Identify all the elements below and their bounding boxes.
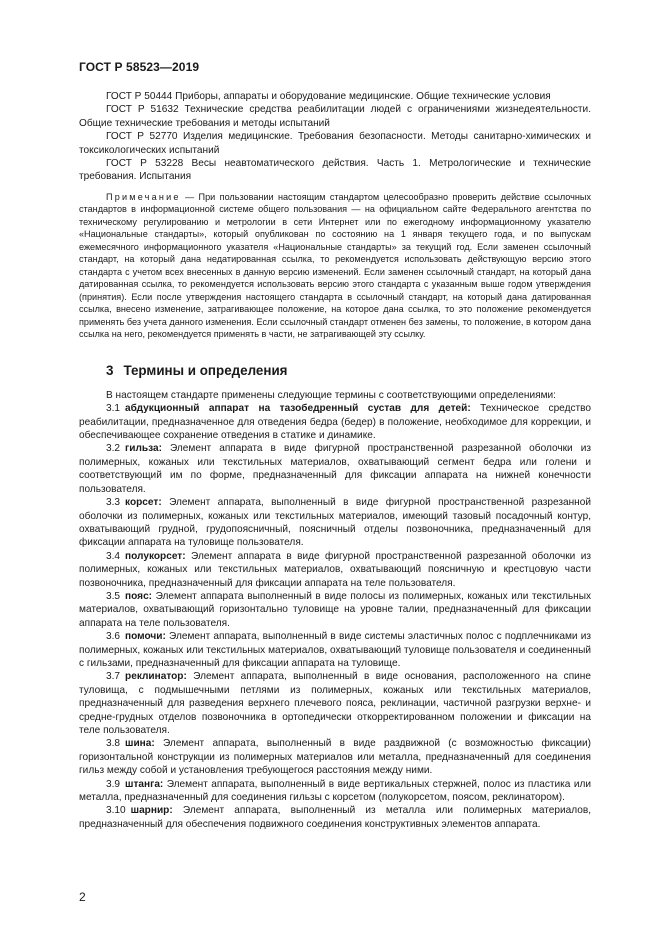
reference-item: ГОСТ Р 52770 Изделия медицинские. Требования безопасности. Методы санитарно-химических и токсикологических испытаний (79, 131, 591, 156)
term-name: штанга: (125, 778, 164, 790)
term-definition: 3.2 гильза: Элемент аппарата в виде фигурной пространственной разрезанной оболочки из полимерных, кожаных или текстильных материалов, охватывающий сегмент бедра или голени и соответствующий им по форме, предназначенный для фиксации аппарата на нижней конечности пользователя. (79, 443, 591, 495)
reference-item: ГОСТ Р 53228 Весы неавтоматического действия. Часть 1. Метрологические и технические требования. Испытания (79, 158, 591, 183)
section-heading (79, 363, 591, 378)
term-name: шина: (125, 738, 155, 750)
page-content (79, 90, 591, 831)
term-name: корсет: (125, 497, 162, 509)
term-name: реклинатор: (125, 671, 187, 683)
term-definition: 3.4 полукорсет: Элемент аппарата в виде фигурной пространственной разрезанной оболочки из полимерных, кожаных или текстильных материалов, охватывающий поясничную и крестцовую части позвоночника, предназначенный для фиксации аппарата на теле пользователя. (79, 550, 591, 589)
term-name: гильза: (125, 443, 162, 455)
note-text: — При пользовании настоящим стандартом целесообразно проверить действие ссылочных стандартов в информационной системе общего пользования — на официальном сайте Федерального агентства по техническому регулированию и метрологии в сети Интернет или по ежегодному информационному указателю «Национальные стандарты», который опубликован по состоянию на 1 января текущего года, и по выпускам ежемесячного информационного указателя «Национальные стандарты» за текущий год. Если заменен ссылочный стандарт, на который дана недатированная ссылка, то рекомендуется использовать действующую версию этого стандарта с учетом всех внесенных в данную версию изменений. Если заменен ссылочный стандарт, на который дана датированная ссылка, то рекомендуется использовать версию этого стандарта с указанным выше годом утверждения (принятия). Если после утверждения настоящего стандарта в ссылочный стандарт, на который дана датированная ссылка, внесено изменение, затрагивающее положение, на которое дана ссылка, то это положение рекомендуется применять без учета данного изменения. Если ссылочный стандарт отменен без замены, то положение, в котором дана ссылка на него, рекомендуется применять в части, не затрагивающей эту ссылку. (79, 191, 591, 340)
term-definition: 3.10 шарнир: Элемент аппарата, выполненный из металла или полимерных материалов, предназначенный для обеспечения подвижного соединения конструктивных элементов аппарата. (79, 805, 591, 830)
term-definition: 3.5 пояс: Элемент аппарата выполненный в виде полосы из полимерных, кожаных или текстильных материалов, охватывающий горизонтально туловище на уровне талии, предназначенный для фиксации аппарата на теле пользователя. (79, 590, 591, 629)
term-name: помочи: (125, 631, 166, 643)
term-definition: 3.7 реклинатор: Элемент аппарата, выполненный в виде основания, расположенного на спине туловища, с подмышечными петлями из полимерных, кожаных или текстильных материалов, предназначенный для разведения верхнего плечевого пояса, реклинации, частичной разгрузки верхне- и средне-грудных отделов позвоночника в ортопедически откорректированном положении и фиксации на теле пользователя. (79, 671, 591, 736)
term-definition: 3.3 корсет: Элемент аппарата, выполненный в виде фигурной пространственной разрезанной оболочки из полимерных, кожаных или текстильных материалов, имеющий тазовый посадочный контур, охватывающий грудной, грудопоясничный, поясничный отделы позвоночника, предназначенный для фиксации аппарата на туловище пользователя. (79, 497, 591, 549)
section-intro: В настоящем стандарте применены следующие термины с соответствующими определениями: (106, 389, 556, 401)
term-name: полукорсет: (125, 550, 186, 562)
term-definition: 3.9 штанга: Элемент аппарата, выполненный в виде вертикальных стержней, полос из пластика или металла, предназначенный для соединения гильзы с корсетом (полукорсетом, поясом, реклинатором). (79, 778, 591, 804)
term-definition: 3.6 помочи: Элемент аппарата, выполненный в виде системы эластичных полос с подплечниками из полимерных, кожаных или текстильных материалов, охватывающий туловище пользователя и соединенный с гильзами, предназначенный для фиксации аппарата на туловище. (79, 631, 591, 669)
term-definition: 3.8 шина: Элемент аппарата, выполненный в виде раздвижной (с возможностью фиксации) горизонтальной конструкции из полимерных материалов или металла, предназначенный для соединения гильз между собой и установления требующегося расстояния между ними. (79, 738, 591, 777)
term-definition: 3.1 абдукционный аппарат на тазобедренный сустав для детей: Техническое средство реабилитации, предназначенное для отведения бедра (бедер) в положение, необходимое для коррекции, и обеспечивающее сохранение отведения в статике и динамике. (79, 403, 591, 442)
section-title: Термины и определения (123, 362, 288, 378)
page-header: ГОСТ Р 58523—2019 (79, 60, 200, 74)
section-number: 3 (106, 362, 114, 378)
reference-item: ГОСТ Р 51632 Технические средства реабилитации людей с ограничениями жизнедеятельности. Общие технические требования и методы испытаний (79, 104, 591, 129)
term-name: шарнир: (130, 805, 173, 817)
note-paragraph (79, 191, 591, 341)
term-name: абдукционный аппарат на тазобедренный сустав для детей: (125, 403, 471, 415)
page-number: 2 (79, 890, 86, 904)
term-name: пояс: (125, 590, 153, 602)
reference-item: ГОСТ Р 50444 Приборы, аппараты и оборудование медицинские. Общие технические условия (106, 91, 551, 102)
note-label: Примечание (106, 191, 181, 202)
